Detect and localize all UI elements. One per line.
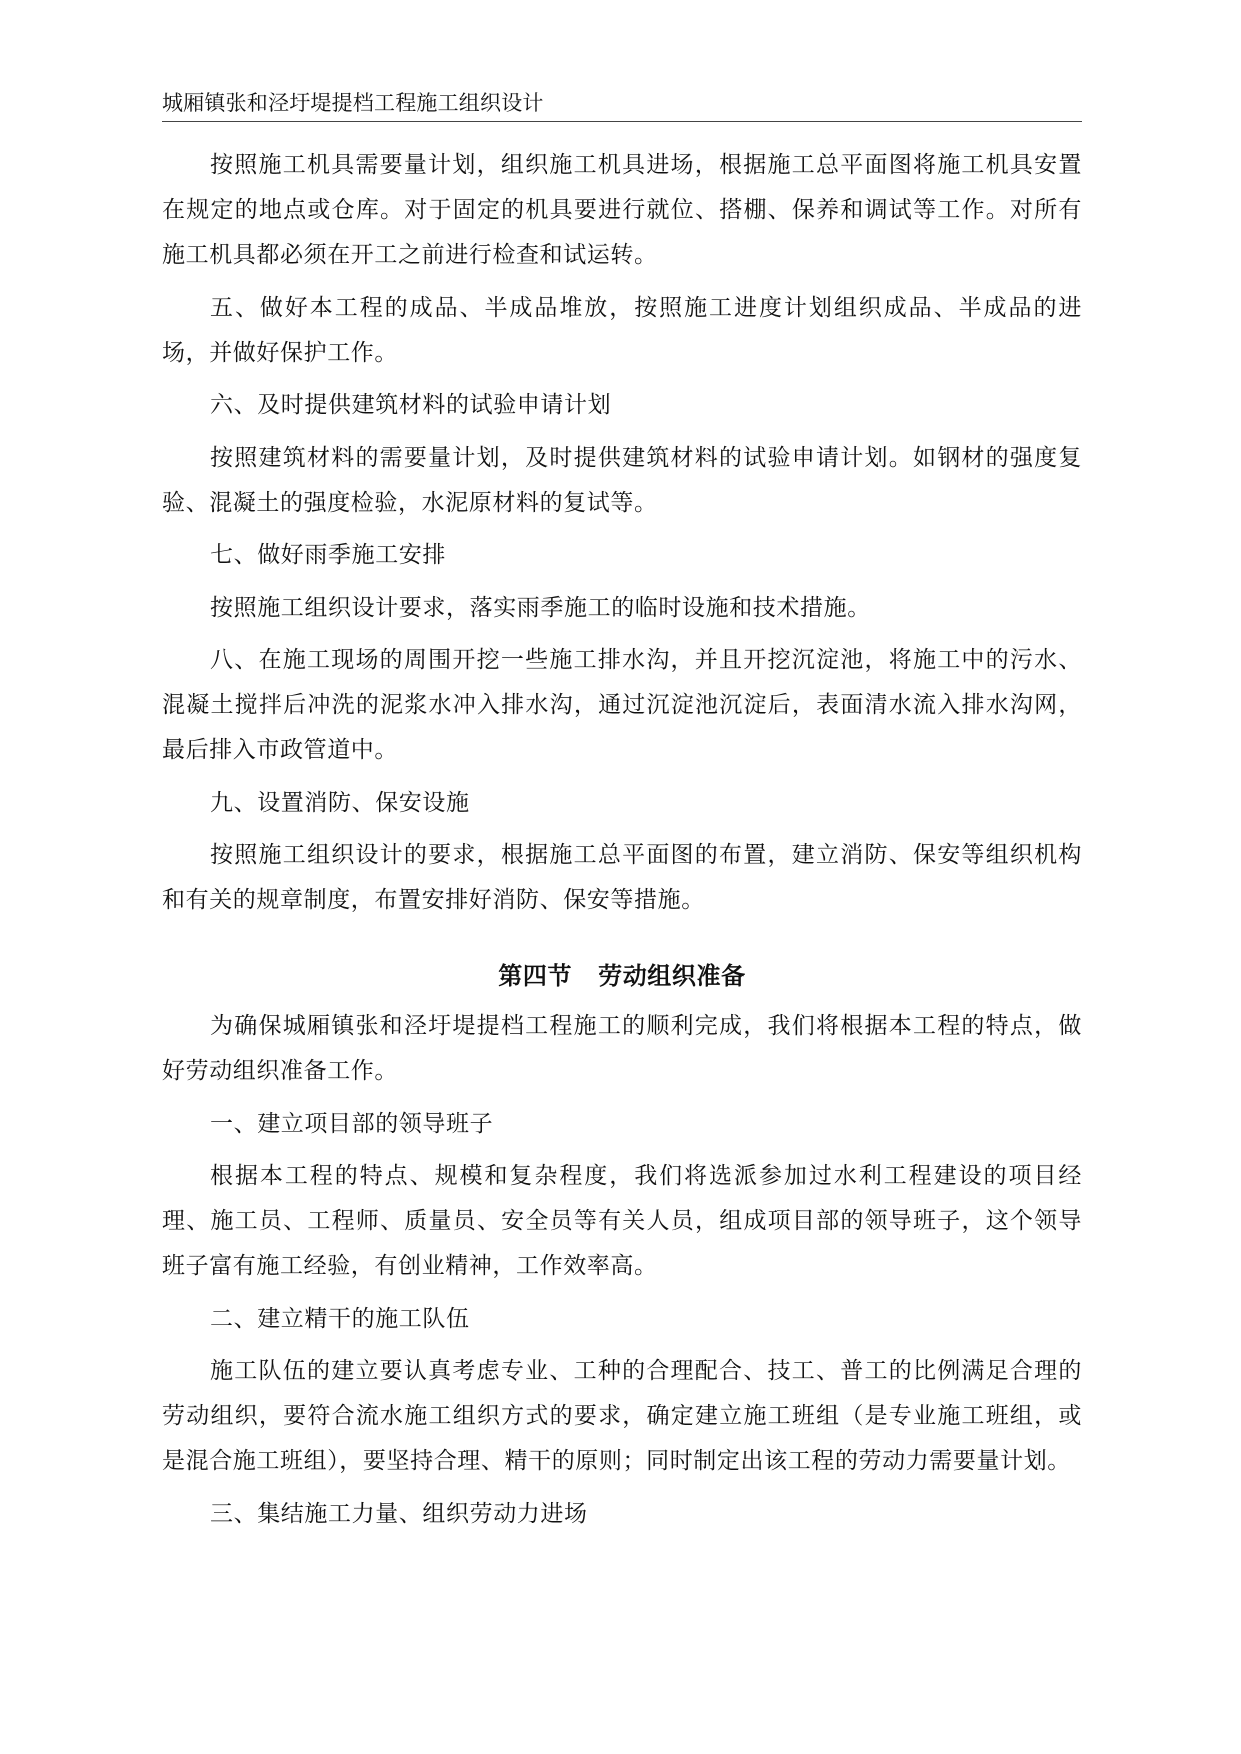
paragraph: 按照建筑材料的需要量计划，及时提供建筑材料的试验申请计划。如钢材的强度复验、混凝土的强度检验，水泥原材料的复试等。 <box>162 444 1082 516</box>
section-title: 劳动组织准备 <box>598 961 746 990</box>
paragraph: 九、设置消防、保安设施 <box>210 789 470 816</box>
paragraph: 八、在施工现场的周围开挖一些施工排水沟，并且开挖沉淀池，将施工中的污水、混凝土搅拌后冲洗的泥浆水冲入排水沟，通过沉淀池沉淀后，表面清水流入排水沟网，最后排入市政管道中。 <box>162 647 1082 763</box>
header-rule <box>162 121 1082 122</box>
paragraph: 五、做好本工程的成品、半成品堆放，按照施工进度计划组织成品、半成品的进场，并做好保护工作。 <box>162 294 1082 366</box>
body-text <box>162 143 1082 1544</box>
paragraph: 为确保城厢镇张和泾圩堤提档工程施工的顺利完成，我们将根据本工程的特点，做好劳动组织准备工作。 <box>162 1013 1082 1084</box>
paragraph: 按照施工组织设计的要求，根据施工总平面图的布置，建立消防、保安等组织机构和有关的规章制度，布置安排好消防、保安等措施。 <box>162 842 1082 913</box>
section-number: 第四节 <box>498 961 573 990</box>
section-heading <box>162 953 1082 998</box>
paragraph: 根据本工程的特点、规模和复杂程度，我们将选派参加过水利工程建设的项目经理、施工员、工程师、质量员、安全员等有关人员，组成项目部的领导班子，这个领导班子富有施工经验，有创业精神，工作效率高。 <box>162 1163 1082 1279</box>
paragraph: 三、集结施工力量、组织劳动力进场 <box>210 1500 588 1527</box>
paragraph: 六、及时提供建筑材料的试验申请计划 <box>210 392 612 418</box>
paragraph: 七、做好雨季施工安排 <box>210 542 446 568</box>
paragraph: 施工队伍的建立要认真考虑专业、工种的合理配合、技工、普工的比例满足合理的劳动组织，要符合流水施工组织方式的要求，确定建立施工班组（是专业施工班组，或是混合施工班组），要坚持合理、精干的原则；同时制定出该工程的劳动力需要量计划。 <box>162 1358 1082 1474</box>
paragraph: 二、建立精干的施工队伍 <box>210 1305 470 1332</box>
paragraph: 按照施工机具需要量计划，组织施工机具进场，根据施工总平面图将施工机具安置在规定的地点或仓库。对于固定的机具要进行就位、搭棚、保养和调试等工作。对所有施工机具都必须在开工之前进行检查和试运转。 <box>162 152 1082 268</box>
paragraph: 按照施工组织设计要求，落实雨季施工的临时设施和技术措施。 <box>210 594 871 621</box>
running-header: 城厢镇张和泾圩堤提档工程施工组织设计 <box>162 91 544 115</box>
paragraph: 一、建立项目部的领导班子 <box>210 1110 494 1137</box>
